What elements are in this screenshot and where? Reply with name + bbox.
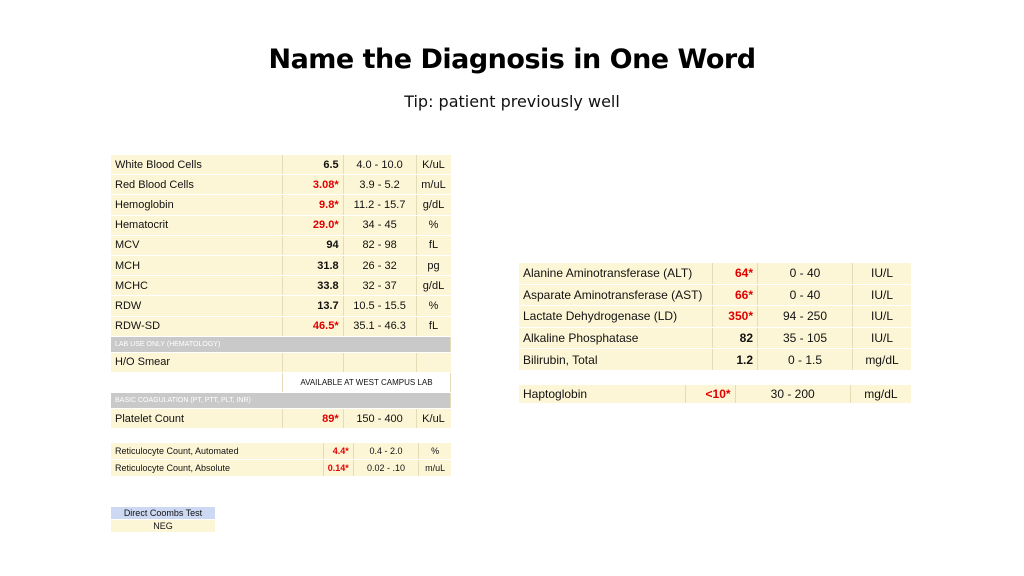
cbc-range: 3.9 - 5.2 [343,175,416,195]
cbc-value: 6.5 [282,155,343,175]
chem-unit: IU/L [853,327,912,349]
cbc-row [111,276,451,296]
retic-value: 4.4* [323,443,353,460]
chem-value: 350* [713,306,758,328]
cbc-row [111,155,451,175]
cbc-range: 32 - 37 [343,276,416,296]
cbc-row [111,255,451,275]
platelet-name: Platelet Count [111,409,282,429]
chem-row [519,306,911,328]
cbc-unit: K/uL [416,155,451,175]
chem-value: 82 [713,327,758,349]
haptoglobin-table [519,385,911,403]
cbc-range: 11.2 - 15.7 [343,195,416,215]
cbc-unit: g/dL [416,276,451,296]
chem-name: Alanine Aminotransferase (ALT) [519,263,713,284]
cbc-name: RDW [111,296,282,316]
chem-range: 0 - 40 [758,284,853,306]
cbc-name: MCHC [111,276,282,296]
cbc-range: 82 - 98 [343,235,416,255]
coombs-result: NEG [111,520,215,532]
chem-range: 94 - 250 [758,306,853,328]
tip-text: Tip: patient previously well [404,92,620,111]
smear-note: AVAILABLE AT WEST CAMPUS LAB [282,372,450,392]
chem-unit: IU/L [853,284,912,306]
haptoglobin-name: Haptoglobin [519,385,686,403]
chem-value: 1.2 [713,349,758,371]
chem-value: 64* [713,263,758,284]
cbc-unit: m/uL [416,175,451,195]
chem-range: 35 - 105 [758,327,853,349]
retic-name: Reticulocyte Count, Automated [111,443,323,460]
cbc-unit: % [416,215,451,235]
chem-name: Lactate Dehydrogenase (LD) [519,306,713,328]
lab-use-header: LAB USE ONLY (HEMATOLOGY) [111,336,451,352]
cbc-name: Hematocrit [111,215,282,235]
retic-unit: m/uL [419,460,451,477]
chem-name: Asparate Aminotransferase (AST) [519,284,713,306]
cbc-row [111,175,451,195]
chem-name: Bilirubin, Total [519,349,713,371]
smear-value [282,352,343,372]
lab-use-section-row [111,336,451,352]
cbc-range: 10.5 - 15.5 [343,296,416,316]
cbc-row [111,215,451,235]
chem-value: 66* [713,284,758,306]
cbc-range: 26 - 32 [343,255,416,275]
cbc-value: 3.08* [282,175,343,195]
coombs-header: Direct Coombs Test [111,507,215,519]
chem-row [519,284,911,306]
chem-row [519,263,911,284]
retic-name: Reticulocyte Count, Absolute [111,460,323,477]
platelet-row [111,409,451,429]
retic-row [111,443,451,460]
cbc-value: 46.5* [282,316,343,336]
cbc-range: 34 - 45 [343,215,416,235]
cbc-unit: pg [416,255,451,275]
cbc-range: 35.1 - 46.3 [343,316,416,336]
cbc-name: Hemoglobin [111,195,282,215]
retic-range: 0.4 - 2.0 [353,443,419,460]
cbc-row [111,316,451,336]
haptoglobin-unit: mg/dL [850,385,911,403]
cbc-name: MCH [111,255,282,275]
cbc-value: 13.7 [282,296,343,316]
chem-range: 0 - 40 [758,263,853,284]
cbc-name: RDW-SD [111,316,282,336]
chem-unit: IU/L [853,306,912,328]
smear-range [343,352,416,372]
chem-range: 0 - 1.5 [758,349,853,371]
chemistry-table [519,263,911,371]
cbc-value: 33.8 [282,276,343,296]
cbc-table [111,155,451,429]
cbc-value: 94 [282,235,343,255]
haptoglobin-row [519,385,911,403]
chem-unit: IU/L [853,263,912,284]
chem-name: Alkaline Phosphatase [519,327,713,349]
retic-value: 0.14* [323,460,353,477]
retic-row [111,460,451,477]
chem-row [519,349,911,371]
cbc-range: 4.0 - 10.0 [343,155,416,175]
cbc-row [111,195,451,215]
haptoglobin-value: <10* [686,385,735,403]
cbc-row [111,296,451,316]
retic-table [111,443,451,477]
cbc-unit: % [416,296,451,316]
chem-unit: mg/dL [853,349,912,371]
cbc-row [111,235,451,255]
coag-section-row [111,393,451,409]
retic-range: 0.02 - .10 [353,460,419,477]
cbc-name: MCV [111,235,282,255]
smear-name: H/O Smear [111,352,282,372]
cbc-value: 29.0* [282,215,343,235]
platelet-unit: K/uL [416,409,451,429]
cbc-value: 31.8 [282,255,343,275]
platelet-range: 150 - 400 [343,409,416,429]
smear-row [111,352,451,372]
cbc-value: 9.8* [282,195,343,215]
cbc-name: Red Blood Cells [111,175,282,195]
platelet-value: 89* [282,409,343,429]
cbc-unit: fL [416,316,451,336]
page-title: Name the Diagnosis in One Word [268,44,756,75]
cbc-unit: g/dL [416,195,451,215]
smear-note-row [111,372,451,392]
haptoglobin-range: 30 - 200 [735,385,850,403]
cbc-unit: fL [416,235,451,255]
retic-unit: % [419,443,451,460]
chem-row [519,327,911,349]
cbc-name: White Blood Cells [111,155,282,175]
smear-unit [416,352,451,372]
coag-header: BASIC COAGULATION (PT, PTT, PLT, INR) [111,393,451,409]
